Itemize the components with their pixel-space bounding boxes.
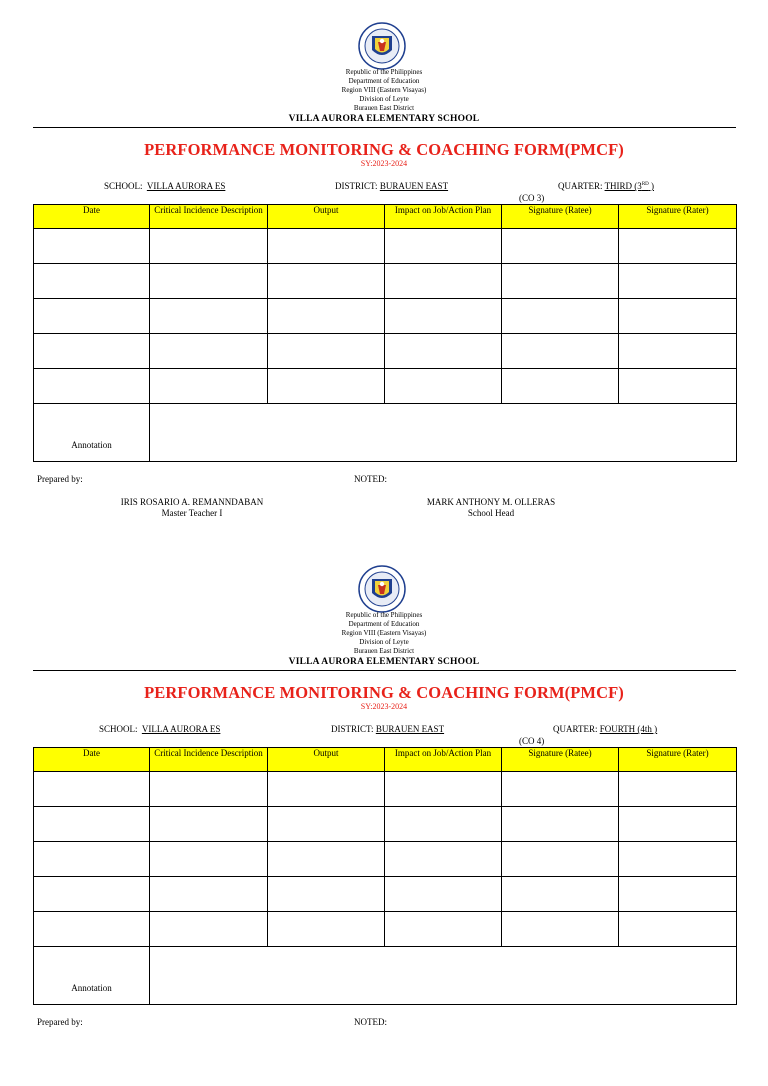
table-header-row bbox=[34, 205, 737, 229]
monitoring-table bbox=[33, 747, 737, 1005]
table-cell[interactable] bbox=[268, 334, 385, 369]
table-cell[interactable] bbox=[502, 369, 619, 404]
school-head-name: MARK ANTHONY M. OLLERAS bbox=[426, 497, 556, 507]
noted-label: NOTED: bbox=[354, 1017, 387, 1027]
table-row bbox=[34, 299, 737, 334]
table-row bbox=[34, 772, 737, 807]
school-field: SCHOOL: VILLA AURORA ES bbox=[99, 724, 221, 734]
annotation-label: Annotation bbox=[34, 947, 150, 1005]
table-cell[interactable] bbox=[385, 334, 502, 369]
col-signature-rater: Signature (Rater) bbox=[619, 205, 737, 229]
table-cell[interactable] bbox=[34, 807, 150, 842]
school-head-title: School Head bbox=[467, 508, 515, 518]
header-department: Department of Education bbox=[348, 620, 420, 628]
table-cell[interactable] bbox=[502, 772, 619, 807]
table-row bbox=[34, 334, 737, 369]
header-divider bbox=[33, 670, 736, 671]
district-field: DISTRICT: BURAUEN EAST bbox=[335, 181, 449, 191]
table-cell[interactable] bbox=[502, 842, 619, 877]
table-cell[interactable] bbox=[619, 299, 737, 334]
table-cell[interactable] bbox=[34, 877, 150, 912]
table-cell[interactable] bbox=[385, 264, 502, 299]
table-cell[interactable] bbox=[268, 299, 385, 334]
col-date: Date bbox=[34, 748, 150, 772]
table-cell[interactable] bbox=[619, 264, 737, 299]
preparer-name: IRIS ROSARIO A. REMANNDABAN bbox=[120, 497, 264, 507]
table-cell[interactable] bbox=[268, 264, 385, 299]
table-cell[interactable] bbox=[502, 299, 619, 334]
table-row bbox=[34, 369, 737, 404]
annotation-field[interactable] bbox=[150, 947, 737, 1005]
col-impact: Impact on Job/Action Plan bbox=[385, 205, 502, 229]
col-impact: Impact on Job/Action Plan bbox=[385, 748, 502, 772]
school-value: VILLA AURORA ES bbox=[141, 724, 221, 734]
school-year: SY:2023-2024 bbox=[360, 702, 408, 711]
table-cell[interactable] bbox=[502, 877, 619, 912]
deped-seal-logo bbox=[358, 565, 406, 613]
table-row bbox=[34, 877, 737, 912]
table-cell[interactable] bbox=[385, 912, 502, 947]
quarter-value: THIRD (3RD ) bbox=[604, 181, 655, 191]
prepared-by-label: Prepared by: bbox=[37, 1017, 83, 1027]
table-cell[interactable] bbox=[150, 842, 268, 877]
table-cell[interactable] bbox=[502, 807, 619, 842]
table-cell[interactable] bbox=[268, 877, 385, 912]
table-cell[interactable] bbox=[34, 229, 150, 264]
annotation-row bbox=[34, 947, 737, 1005]
table-cell[interactable] bbox=[150, 807, 268, 842]
deped-seal-logo bbox=[358, 22, 406, 70]
quarter-value: FOURTH (4th ) bbox=[599, 724, 658, 734]
header-region: Region VIII (Eastern Visayas) bbox=[341, 86, 427, 94]
district-field: DISTRICT: BURAUEN EAST bbox=[331, 724, 445, 734]
table-cell[interactable] bbox=[150, 299, 268, 334]
form-title: PERFORMANCE MONITORING & COACHING FORM(PMCF) bbox=[144, 683, 624, 702]
table-cell[interactable] bbox=[385, 807, 502, 842]
col-date: Date bbox=[34, 205, 150, 229]
table-cell[interactable] bbox=[34, 842, 150, 877]
table-cell[interactable] bbox=[268, 807, 385, 842]
school-name: VILLA AURORA ELEMENTARY SCHOOL bbox=[288, 657, 480, 667]
district-value: BURAUEN EAST bbox=[379, 181, 449, 191]
table-row bbox=[34, 912, 737, 947]
noted-label: NOTED: bbox=[354, 474, 387, 484]
school-field: SCHOOL: VILLA AURORA ES bbox=[104, 181, 226, 191]
annotation-field[interactable] bbox=[150, 404, 737, 462]
table-cell[interactable] bbox=[502, 912, 619, 947]
col-signature-ratee: Signature (Ratee) bbox=[502, 205, 619, 229]
table-cell[interactable] bbox=[34, 912, 150, 947]
table-cell[interactable] bbox=[268, 229, 385, 264]
table-cell[interactable] bbox=[268, 912, 385, 947]
header-department: Department of Education bbox=[348, 77, 420, 85]
table-row bbox=[34, 264, 737, 299]
pmcf-form-2 bbox=[0, 543, 768, 1086]
prepared-by-label: Prepared by: bbox=[37, 474, 83, 484]
table-row bbox=[34, 807, 737, 842]
table-cell[interactable] bbox=[619, 369, 737, 404]
table-cell[interactable] bbox=[150, 334, 268, 369]
header-region: Region VIII (Eastern Visayas) bbox=[341, 629, 427, 637]
header-district: Burauen East District bbox=[353, 647, 415, 655]
table-cell[interactable] bbox=[268, 772, 385, 807]
table-cell[interactable] bbox=[502, 264, 619, 299]
school-name: VILLA AURORA ELEMENTARY SCHOOL bbox=[288, 114, 480, 124]
table-cell[interactable] bbox=[385, 842, 502, 877]
header-division: Division of Leyte bbox=[359, 95, 409, 103]
table-cell[interactable] bbox=[385, 877, 502, 912]
preparer-title: Master Teacher I bbox=[161, 508, 223, 518]
col-output: Output bbox=[268, 205, 385, 229]
table-cell[interactable] bbox=[502, 229, 619, 264]
table-cell[interactable] bbox=[619, 842, 737, 877]
table-cell[interactable] bbox=[619, 912, 737, 947]
table-cell[interactable] bbox=[619, 229, 737, 264]
table-cell[interactable] bbox=[34, 299, 150, 334]
monitoring-table bbox=[33, 204, 737, 462]
header-division: Division of Leyte bbox=[359, 638, 409, 646]
table-cell[interactable] bbox=[150, 877, 268, 912]
district-value: BURAUEN EAST bbox=[375, 724, 445, 734]
header-country: Republic of the Philippines bbox=[345, 68, 423, 76]
table-cell[interactable] bbox=[150, 772, 268, 807]
table-cell[interactable] bbox=[150, 912, 268, 947]
table-cell[interactable] bbox=[150, 369, 268, 404]
school-value: VILLA AURORA ES bbox=[146, 181, 226, 191]
school-year: SY:2023-2024 bbox=[360, 159, 408, 168]
header-country: Republic of the Philippines bbox=[345, 611, 423, 619]
table-cell[interactable] bbox=[619, 807, 737, 842]
quarter-field: QUARTER: FOURTH (4th ) bbox=[553, 724, 658, 734]
annotation-row bbox=[34, 404, 737, 462]
table-cell[interactable] bbox=[619, 772, 737, 807]
table-row bbox=[34, 229, 737, 264]
co-label: (CO 4) bbox=[519, 736, 545, 746]
col-signature-rater: Signature (Rater) bbox=[619, 748, 737, 772]
table-cell[interactable] bbox=[150, 264, 268, 299]
table-cell[interactable] bbox=[34, 264, 150, 299]
co-label: (CO 3) bbox=[519, 193, 545, 203]
form-title: PERFORMANCE MONITORING & COACHING FORM(PMCF) bbox=[144, 140, 624, 159]
table-cell[interactable] bbox=[34, 369, 150, 404]
annotation-label: Annotation bbox=[34, 404, 150, 462]
quarter-field: QUARTER: THIRD (3RD ) bbox=[558, 181, 655, 191]
table-cell[interactable] bbox=[502, 334, 619, 369]
col-output: Output bbox=[268, 748, 385, 772]
table-cell[interactable] bbox=[34, 772, 150, 807]
table-cell[interactable] bbox=[385, 369, 502, 404]
table-cell[interactable] bbox=[268, 842, 385, 877]
table-row bbox=[34, 842, 737, 877]
table-cell[interactable] bbox=[619, 877, 737, 912]
header-district: Burauen East District bbox=[353, 104, 415, 112]
table-cell[interactable] bbox=[385, 229, 502, 264]
table-cell[interactable] bbox=[385, 772, 502, 807]
table-cell[interactable] bbox=[268, 369, 385, 404]
table-header-row bbox=[34, 748, 737, 772]
table-cell[interactable] bbox=[150, 229, 268, 264]
col-critical-incidence: Critical Incidence Description bbox=[150, 205, 268, 229]
table-cell[interactable] bbox=[619, 334, 737, 369]
table-cell[interactable] bbox=[385, 299, 502, 334]
header-divider bbox=[33, 127, 736, 128]
table-cell[interactable] bbox=[34, 334, 150, 369]
col-signature-ratee: Signature (Ratee) bbox=[502, 748, 619, 772]
col-critical-incidence: Critical Incidence Description bbox=[150, 748, 268, 772]
